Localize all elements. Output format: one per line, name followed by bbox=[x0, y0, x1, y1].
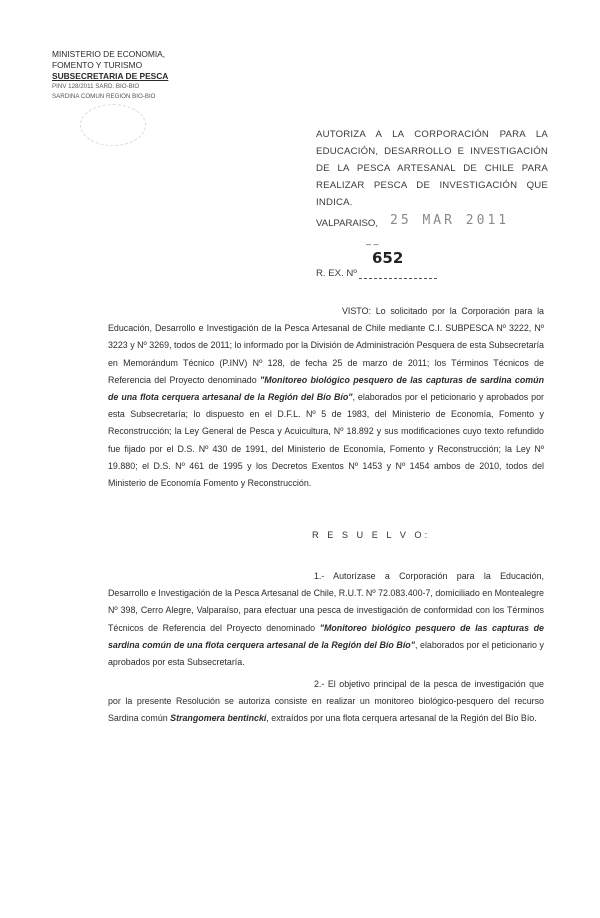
resolution-label: R. EX. Nº bbox=[316, 268, 357, 279]
resolution-number: 652 bbox=[372, 249, 404, 267]
article-1-project-title: "Monitoreo biológico pesquero de las capturas de sardina común de una flota cerquera artesanal de la Región del Bío Bío" bbox=[108, 622, 544, 650]
header-subsecretaria: SUBSECRETARIA DE PESCA bbox=[52, 71, 169, 81]
resolution-article-2 bbox=[108, 676, 544, 728]
resolution-article-1 bbox=[108, 568, 544, 671]
header-reference: PINV 128/2011 SARD. BIO-BIO bbox=[52, 83, 140, 90]
dateline-dash: – – bbox=[366, 239, 379, 249]
article-2-species: Strangomera bentincki bbox=[170, 713, 267, 724]
visto-text-2: , elaborados por el peticionario y aprobados por esta Subsecretaría; lo dispuesto en el D.F.L. Nº 5 de 1983, del Ministerio de Economía, Fomento y Reconstrucción; la Ley General de Pesca y Acuicultura, Nº 18.892 y sus modificaciones cuyo texto refundido fue fijado por el D.S. Nº 430 de 1991, del Ministerio de Economía, Fomento y Reconstrucción; la Ley Nº 19.880; el D.S. Nº 461 de 1995 y los Decretos Exentos Nº 1453 y Nº 1454 ambos de 2010, todos del Ministerio de Economía Fomento y Reconstrucción. bbox=[108, 392, 544, 489]
issuer-header bbox=[52, 49, 192, 102]
header-ministry-2: FOMENTO Y TURISMO bbox=[52, 60, 143, 70]
article-2-text-2: , extraídos por una flota cerquera artesanal de la Región del Bío Bío. bbox=[266, 713, 537, 724]
faded-stamp bbox=[80, 104, 146, 146]
visto-text-1: VISTO: Lo solicitado por la Corporación para la Educación, Desarrollo e Investigación de la Pesca Artesanal de Chile mediante C.I. SUBPESCA Nº 3222, Nº 3223 y Nº 3269, todos de 2011; lo informado por la División de Administración Pesquera de esta Subsecretaría en Memorándum Técnico (P.INV) Nº 128, de fecha 25 de marzo de 2011; los Términos Técnicos de Referencia del Proyecto denominado bbox=[108, 306, 544, 385]
document-subject: AUTORIZA A LA CORPORACIÓN PARA LA EDUCACIÓN, DESARROLLO E INVESTIGACIÓN DE LA PESCA ARTESANAL DE CHILE PARA REALIZAR PESCA DE INVESTIGACIÓN QUE INDICA. bbox=[316, 129, 548, 208]
visto-paragraph bbox=[108, 303, 544, 492]
header-reference-2: SARDINA COMUN REGION BIO-BIO bbox=[52, 93, 156, 100]
resolution-underline bbox=[359, 278, 437, 279]
visto-project-title: "Monitoreo biológico pesquero de las capturas de sardina común de una flota cerquera artesanal de la Región del Bío Bío" bbox=[108, 374, 544, 403]
article-1-text-2: , elaborados por el peticionario y aprobados por esta Subsecretaría. bbox=[108, 639, 544, 668]
article-1-text-1: 1.- Autorízase a Corporación para la Educación, Desarrollo e Investigación de la Pesca Artesanal de Chile, R.U.T. Nº 72.083.400-7, domiciliado en Montealegre Nº 398, Cerro Alegre, Valparaíso, para efectuar una pesca de investigación de conformidad con los Términos Técnicos de Referencia del Proyecto denominado bbox=[108, 571, 544, 633]
article-2-text-1: 2.- El objetivo principal de la pesca de investigación que por la presente Resolución se autoriza consiste en realizar un monitoreo biológico-pesquero del recurso Sardina común bbox=[108, 679, 544, 724]
resuelvo-heading: R E S U E L V O: bbox=[312, 530, 431, 540]
header-ministry: MINISTERIO DE ECONOMIA, bbox=[52, 49, 166, 59]
dateline-date-stamp: 25 MAR 2011 bbox=[390, 213, 510, 228]
dateline-place: VALPARAISO, bbox=[316, 218, 379, 229]
